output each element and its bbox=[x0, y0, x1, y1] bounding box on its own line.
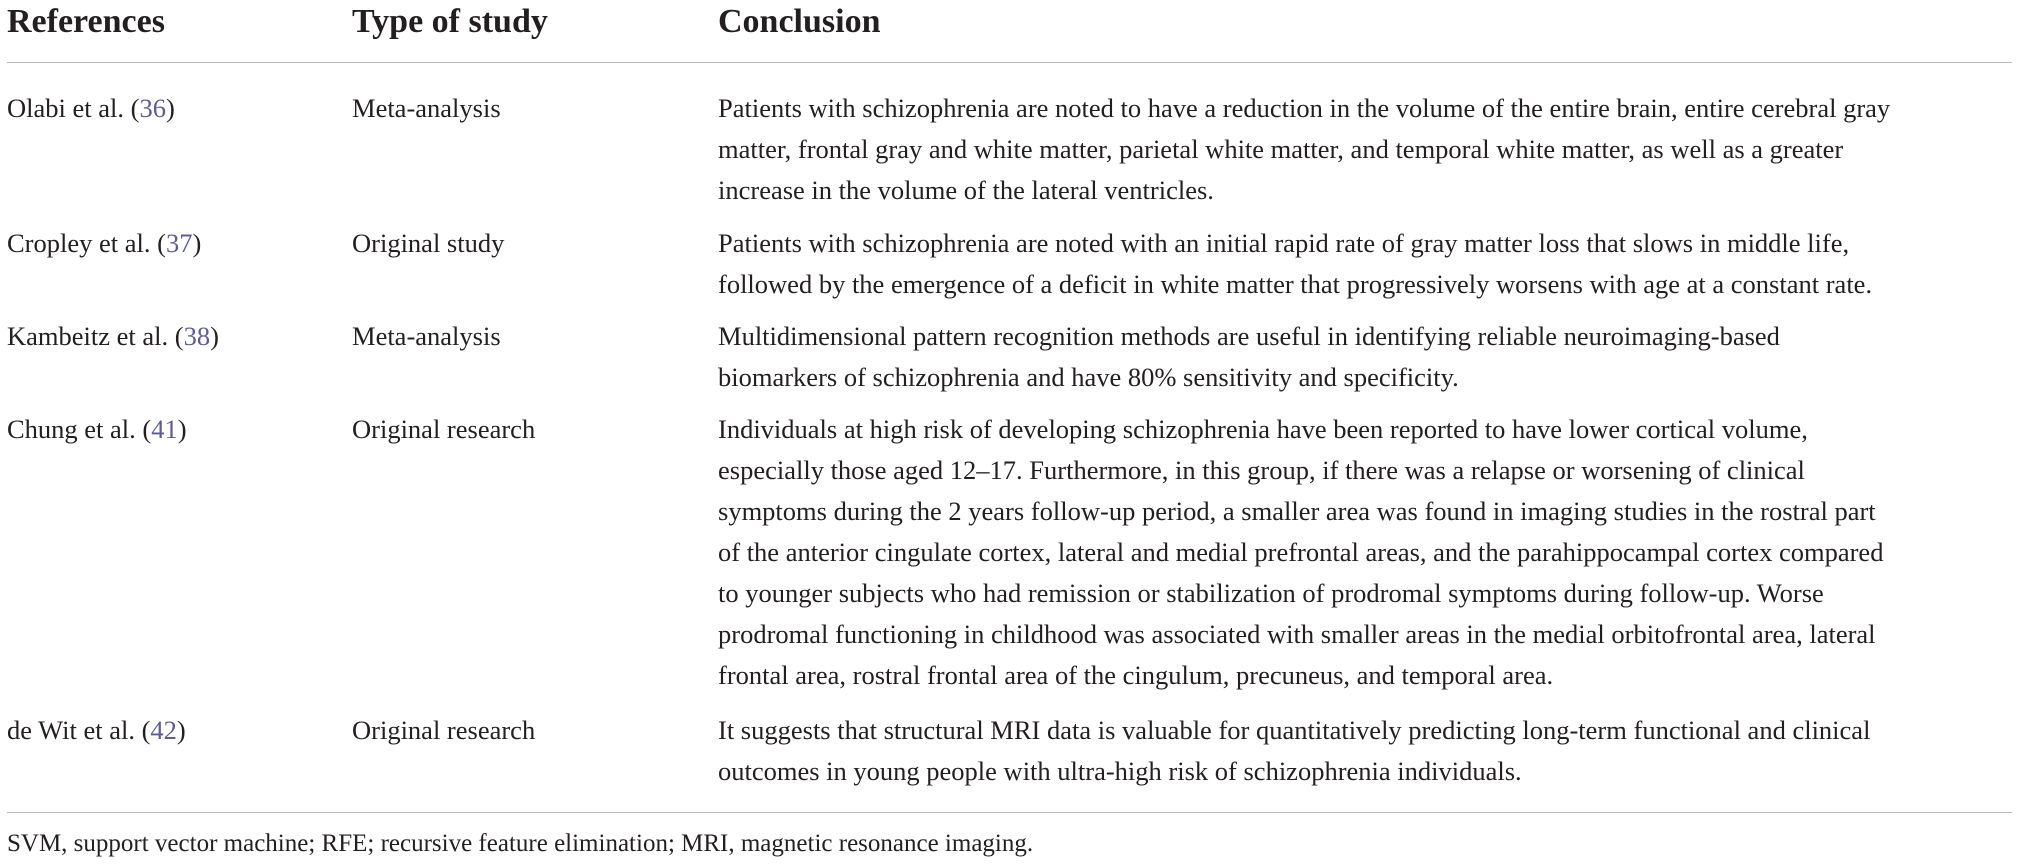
table-header bbox=[7, 0, 2012, 63]
table-footnote: SVM, support vector machine; RFE; recursive feature elimination; MRI, magnetic resonance imaging. bbox=[7, 830, 1034, 857]
conclusion-cell bbox=[718, 710, 2018, 792]
citation-link[interactable]: 38 bbox=[183, 321, 211, 351]
conclusion-line: biomarkers of schizophrenia and have 80% sensitivity and specificity. bbox=[718, 362, 1459, 392]
conclusion-line: symptoms during the 2 years follow-up period, a smaller area was found in imaging studies in the rostral part bbox=[718, 496, 1876, 526]
study-type-cell: Meta-analysis bbox=[352, 93, 501, 123]
conclusion-line: Multidimensional pattern recognition methods are useful in identifying reliable neuroimaging-based bbox=[718, 321, 1780, 351]
reference-cell bbox=[7, 223, 201, 264]
conclusion-cell bbox=[718, 223, 2018, 305]
study-type-cell: Meta-analysis bbox=[352, 321, 501, 351]
reference-cell bbox=[7, 710, 186, 751]
conclusion-cell bbox=[718, 88, 2018, 211]
header-references: References bbox=[7, 3, 165, 40]
header-type-of-study: Type of study bbox=[352, 3, 548, 40]
author-name: Cropley et al. ( bbox=[7, 228, 166, 258]
reference-cell bbox=[7, 316, 219, 357]
citation-close: ) bbox=[210, 321, 219, 351]
header-conclusion: Conclusion bbox=[718, 3, 881, 40]
references-table bbox=[7, 0, 2012, 857]
citation-link[interactable]: 42 bbox=[150, 715, 177, 745]
conclusion-cell bbox=[718, 409, 2018, 696]
conclusion-line: followed by the emergence of a deficit in white matter that progressively worsens with age at a constant rate. bbox=[718, 269, 1873, 299]
reference-cell bbox=[7, 88, 175, 129]
reference-cell bbox=[7, 409, 187, 450]
conclusion-line: frontal area, rostral frontal area of the cingulum, precuneus, and temporal area. bbox=[718, 660, 1554, 690]
author-name: Chung et al. ( bbox=[7, 414, 152, 444]
citation-link[interactable]: 37 bbox=[165, 228, 193, 258]
study-type-cell: Original study bbox=[352, 228, 505, 258]
conclusion-line: Patients with schizophrenia are noted with an initial rapid rate of gray matter loss that slows in middle life, bbox=[718, 228, 1850, 258]
study-type-cell: Original research bbox=[352, 715, 536, 745]
conclusion-line: increase in the volume of the lateral ventricles. bbox=[718, 175, 1214, 205]
conclusion-line: especially those aged 12–17. Furthermore, in this group, if there was a relapse or worsening of clinical bbox=[718, 455, 1805, 485]
conclusion-line: prodromal functioning in childhood was associated with smaller areas in the medial orbitofrontal area, lateral bbox=[718, 619, 1876, 649]
conclusion-line: Individuals at high risk of developing schizophrenia have been reported to have lower cortical volume, bbox=[718, 414, 1808, 444]
citation-link[interactable]: 41 bbox=[151, 414, 178, 444]
conclusion-line: It suggests that structural MRI data is valuable for quantitatively predicting long-term functional and clinical bbox=[718, 715, 1871, 745]
study-type-cell: Original research bbox=[352, 414, 536, 444]
conclusion-line: outcomes in young people with ultra-high risk of schizophrenia individuals. bbox=[718, 756, 1522, 786]
citation-close: ) bbox=[165, 93, 175, 123]
conclusion-line: Patients with schizophrenia are noted to have a reduction in the volume of the entire brain, entire cerebral gray bbox=[718, 93, 1891, 123]
footer-divider bbox=[7, 812, 2012, 813]
citation-close: ) bbox=[177, 414, 187, 444]
citation-close: ) bbox=[192, 228, 202, 258]
author-name: Olabi et al. ( bbox=[7, 93, 140, 123]
conclusion-cell bbox=[718, 316, 2018, 398]
author-name: Kambeitz et al. ( bbox=[7, 321, 184, 351]
conclusion-line: of the anterior cingulate cortex, lateral and medial prefrontal areas, and the parahippocampal cortex compared bbox=[718, 537, 1884, 567]
author-name: de Wit et al. ( bbox=[7, 715, 151, 745]
conclusion-line: to younger subjects who had remission or stabilization of prodromal symptoms during follow-up. Worse bbox=[718, 578, 1824, 608]
citation-close: ) bbox=[176, 715, 186, 745]
conclusion-line: matter, frontal gray and white matter, parietal white matter, and temporal white matter, as well as a greater bbox=[718, 134, 1844, 164]
citation-link[interactable]: 36 bbox=[139, 93, 166, 123]
